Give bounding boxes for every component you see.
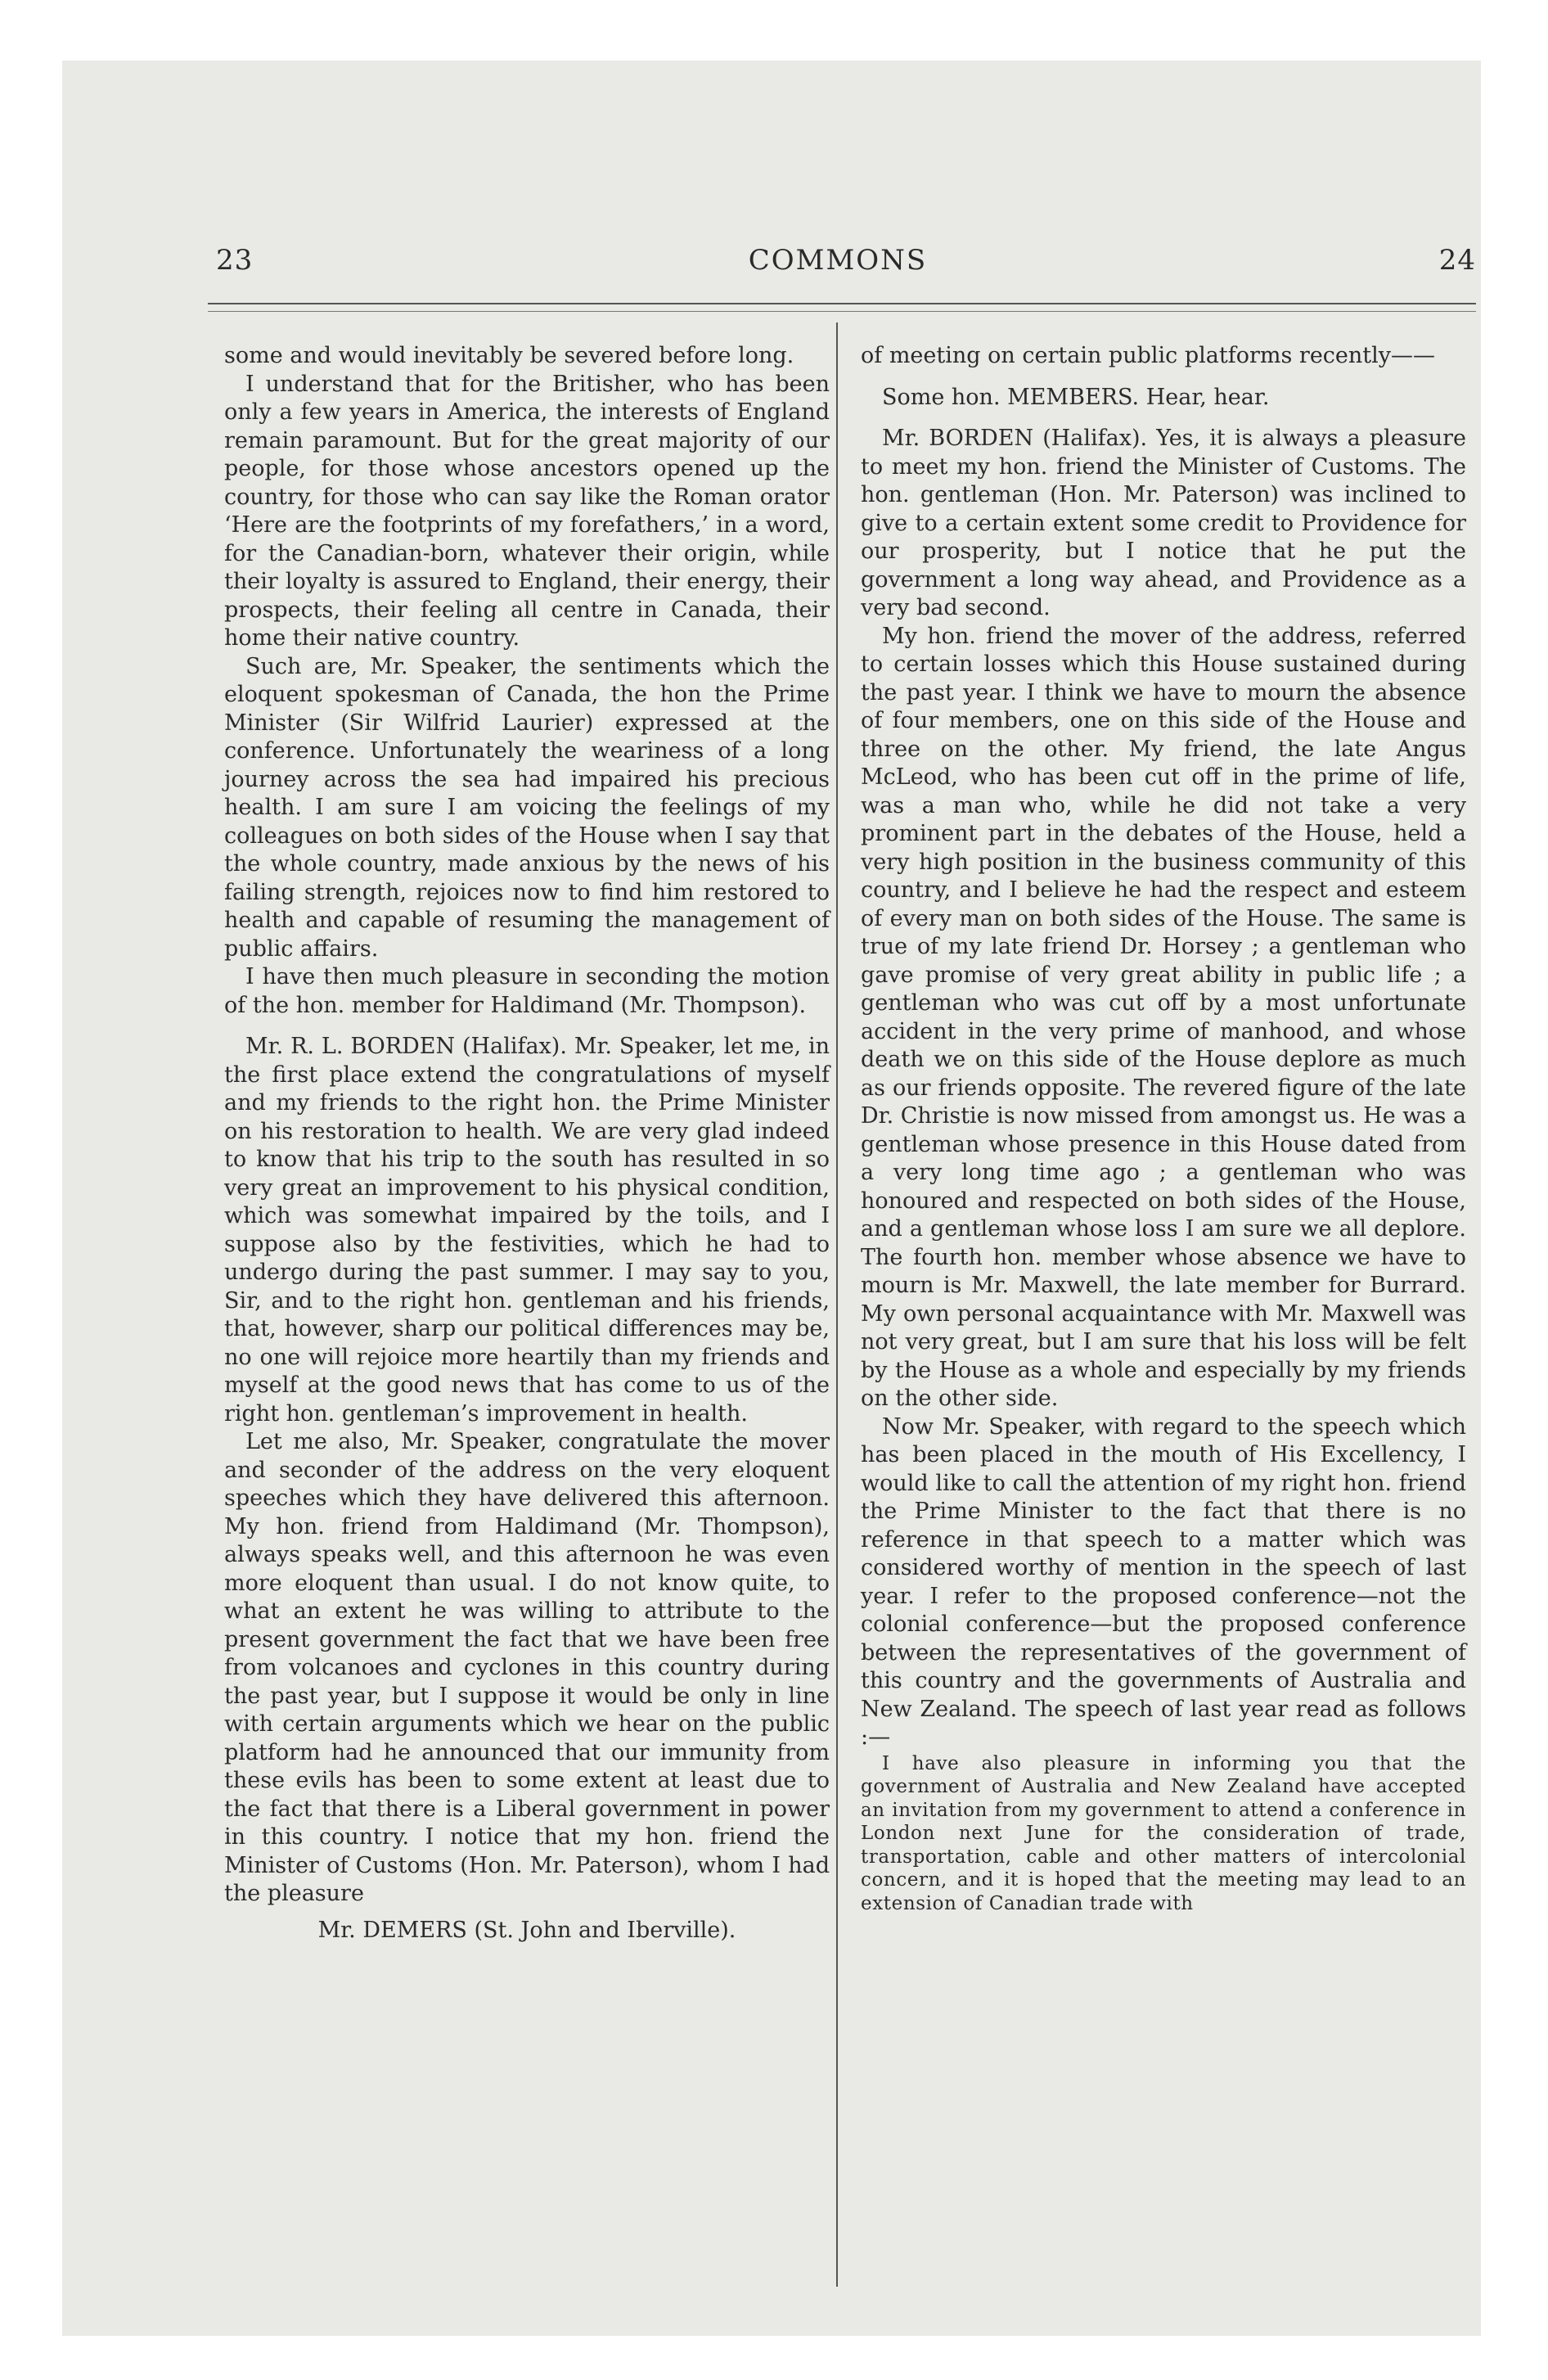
left-column xyxy=(224,342,830,1945)
page-content xyxy=(200,224,1476,2336)
page-header xyxy=(200,244,1476,285)
quoted-speech: I have also pleasure in informing you that the government of Australia and New Zealand have accepted an invitation from my government to attend a conference in London next June for the consideration of trade, transportation, cable and other matters of intercolonial concern, and it is hoped that the meeting may lead to an extension of Canadian trade with xyxy=(861,1752,1466,1914)
paragraph: of meeting on certain public platforms recently—— xyxy=(861,343,1436,368)
paragraph: Mr. BORDEN (Halifax). Yes, it is always a pleasure to meet my hon. friend the Minister of Customs. The hon. gentleman (Hon. Mr. Paterson) was inclined to give to a certain extent some credit to Providence for our prosperity, but I notice that he put the government a long way ahead, and Providence as a very bad second. xyxy=(861,426,1466,620)
column-divider xyxy=(836,322,838,2287)
running-title: COMMONS xyxy=(748,244,928,277)
speaker-line: Mr. DEMERS (St. John and Iberville). xyxy=(317,1917,736,1943)
page-number-right: 24 xyxy=(1438,244,1476,277)
paragraph: My hon. friend the mover of the address, referred to certain losses which this House sustained during the past year. I think we have to mourn the absence of four members, one on this side of the House and three on the other. My friend, the late Angus McLeod, who has been cut off in the prime of life, was a man who, while he did not take a very prominent part in the debates of the House, held a very high position in the business community of this country, and I believe he had the respect and esteem of every man on both sides of the House. The same is true of my late friend Dr. Horsey ; a gentleman who gave promise of very great ability in public life ; a gentleman who was cut off by a most unfortunate accident in the very prime of manhood, and whose death we on this side of the House deplore as much as our friends opposite. The revered figure of the late Dr. Christie is now missed from amongst us. He was a gentleman whose presence in this House dated from a very long time ago ; a gentleman who was honoured and respected on both sides of the House, and a gentleman whose loss I am sure we all deplore. The fourth hon. member whose absence we have to mourn is Mr. Maxwell, the late member for Burrard. My own personal acquaintance with Mr. Maxwell was not very great, but I am sure that his loss will be felt by the House as a whole and especially by my friends on the other side. xyxy=(861,623,1466,1411)
paragraph: Such are, Mr. Speaker, the sentiments which the eloquent spokesman of Canada, the hon the Prime Minister (Sir Wilfrid Laurier) expressed at the conference. Unfortunately the weariness of a long journey across the sea had impaired his precious health. I am sure I am voicing the feelings of my colleagues on both sides of the House when I say that the whole country, made anxious by the news of his failing strength, rejoices now to find him restored to health and capable of resuming the management of public affairs. xyxy=(224,653,830,962)
paragraph: Now Mr. Speaker, with regard to the speech which has been placed in the mouth of His Excellency, I would like to call the attention of my right hon. friend the Prime Minister to the fact that there is no reference in that speech to a matter which was considered worthy of mention in the speech of last year. I refer to the proposed conference—not the colonial conference—but the proposed conference between the representatives of the government of this country and the governments of Australia and New Zealand. The speech of last year read as follows :— xyxy=(861,1413,1466,1750)
paragraph: some and would inevitably be severed before long. xyxy=(224,343,794,368)
paragraph: Some hon. MEMBERS. Hear, hear. xyxy=(882,384,1270,410)
paragraph: I have then much pleasure in seconding the motion of the hon. member for Haldimand (Mr. Thompson). xyxy=(224,964,830,1018)
header-rule xyxy=(208,303,1476,304)
header-rule-thin xyxy=(208,311,1476,312)
paragraph: Let me also, Mr. Speaker, congratulate the mover and seconder of the address on the very eloquent speeches which they have delivered this afternoon. My hon. friend from Haldimand (Mr. Thompson), always speaks well, and this afternoon he was even more eloquent than usual. I do not know quite, to what an extent he was willing to attribute to the present government the fact that we have been free from volcanoes and cyclones in this country during the past year, but I suppose it would be only in line with certain arguments which we hear on the public platform had he announced that our immunity from these evils has been to some extent at least due to the fact that there is a Liberal government in power in this country. I notice that my hon. friend the Minister of Customs (Hon. Mr. Paterson), whom I had the pleasure xyxy=(224,1429,830,1906)
page-number-left: 23 xyxy=(216,244,254,277)
scanned-page xyxy=(62,61,1481,2336)
paragraph: I understand that for the Britisher, who has been only a few years in America, the interests of England remain paramount. But for the great majority of our people, for those whose ancestors opened up the country, for those who can say like the Roman orator ‘Here are the footprints of my forefathers,’ in a word, for the Canadian-born, whatever their origin, while their loyalty is assured to England, their energy, their prospects, their feeling all centre in Canada, their home their native country. xyxy=(224,371,830,651)
paragraph: Mr. R. L. BORDEN (Halifax). Mr. Speaker, let me, in the first place extend the congratulations of myself and my friends to the right hon. the Prime Minister on his restoration to health. We are very glad indeed to know that his trip to the south has resulted in so very great an improvement to his physical condition, which was somewhat impaired by the toils, and I suppose also by the festivities, which he had to undergo during the past summer. I may say to you, Sir, and to the right hon. gentleman and his friends, that, however, sharp our political differences may be, no one will rejoice more heartily than my friends and myself at the good news that has come to us of the right hon. gentleman’s improvement in health. xyxy=(224,1034,830,1427)
right-column xyxy=(861,342,1466,1915)
